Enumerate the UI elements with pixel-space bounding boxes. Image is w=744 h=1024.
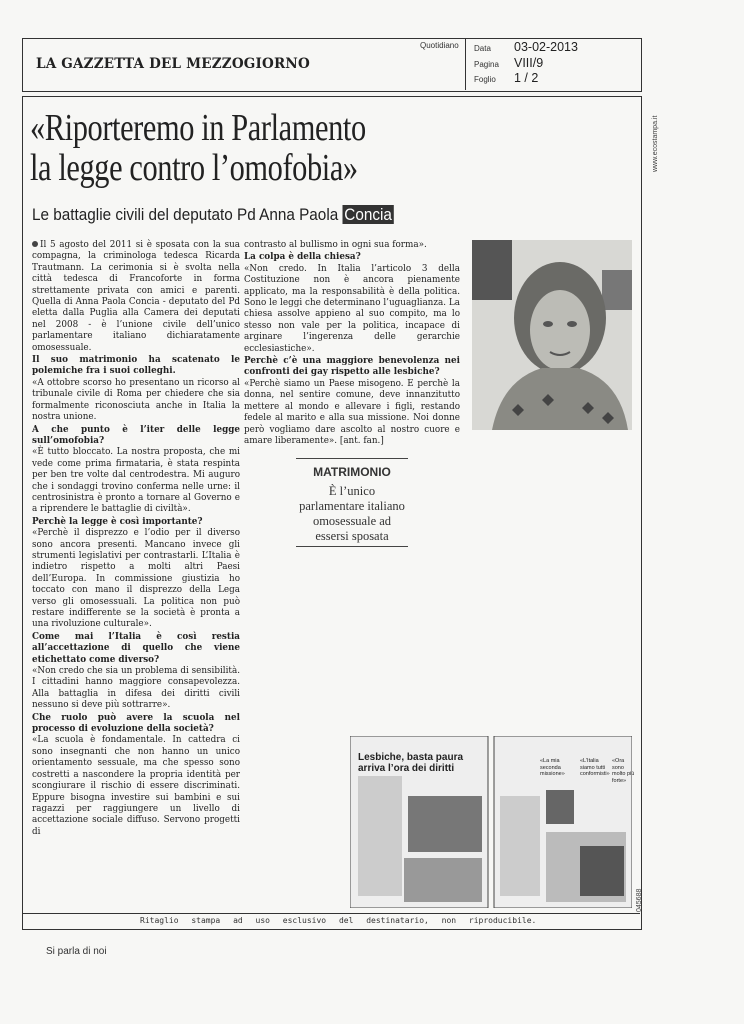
interview-question: A che punto è l’iter delle legge sull’omofobia? [32, 424, 240, 446]
interview-question: La colpa è della chiesa? [244, 252, 361, 263]
headline-line-2: la legge contro l’omofobia» [30, 147, 358, 189]
article-headline [30, 108, 510, 188]
interview-question: Che ruolo può avere la scuola nel processo di evoluzione della società? [32, 712, 240, 735]
article-paragraph: «È tutto bloccato. La nostra proposta, che mi vede come prima firmataria, è stata respinta per ben tre volte dal centrodestra. Mi auguro che i sondaggi trovino conferma nelle urne: il centrosinistra è pronto a tornare al Governo e a riprendere le battaglie di civiltà». [32, 447, 240, 515]
box-heading: MATRIMONIO [313, 465, 391, 479]
article-paragraph: «Perchè siamo un Paese misogeno. E perchè la donna, nel sentire comune, deve innanzitutto mettere al mondo e allevare i figli, restando fedele al marito e alla sua missione. Noi donne però vogliamo dare ascolto al nostro cuore e amare liberamente». [ant. fan.] [244, 378, 460, 446]
article-subtitle [32, 205, 394, 225]
header-divider [465, 38, 466, 90]
interview-question: Perchè la legge è così importante? [32, 516, 203, 527]
thumbnail-quote-1: «La mia seconda missione» [540, 758, 565, 777]
thumbnail-quote-3: «Ora sono molto più forte» [612, 758, 635, 784]
portrait-photo [472, 240, 632, 430]
thumbnail-headline: Lesbiche, basta paura arriva l’ora dei diritti [358, 752, 464, 774]
article-paragraph: «Non credo. In Italia l’articolo 3 della Costituzione non è ancora pienamente applicato, ma la responsabilità è della politica. Sono le leggi che determinano l’uguaglianza. La chiesa assolve appieno al suo compito, ma lo stesso non vale per la politica, incapace di arginare l’ingerenza delle gerarchie ecclesiastiche». [244, 263, 460, 354]
bullet-icon [32, 241, 38, 247]
box-rule-top [296, 458, 408, 459]
meta-label-page: Pagina [474, 60, 499, 69]
box-text: È l’unico parlamentare italiano omosessuale ad essersi sposata [299, 484, 405, 543]
article-paragraph: «Non credo che sia un problema di sensibilità. I cittadini hanno maggiore consapevolezza. Alla battaglia in difesa dei diritti civili nessuno si deve più sottrarre». [32, 666, 240, 711]
article-frame-rule [22, 913, 640, 914]
article-paragraph: «A ottobre scorso ho presentano un ricorso al tribunale civile di Roma per chiedere che sia formalmente riconosciuta anche in Italia la nostra unione. [32, 377, 240, 423]
newspaper-title: LA GAZZETTA DEL MEZZOGIORNO [36, 56, 310, 72]
meta-label-sheet: Foglio [474, 75, 496, 84]
meta-label-date: Data [474, 44, 491, 53]
clipping-notice: Ritaglio stampa ad uso esclusivo del destinatario, non riproducibile. [140, 916, 537, 925]
side-code: 045688 [636, 888, 643, 912]
box-rule-bottom [296, 546, 408, 547]
interview-question: Perchè c’è una maggiore benevolenza nei confronti dei gay rispetto alle lesbiche? [244, 356, 460, 378]
side-source: www.ecostampa.it [652, 115, 659, 172]
article-column-2 [244, 240, 460, 447]
publication-type: Quotidiano [420, 41, 459, 50]
article-paragraph: contrasto al bullismo in ogni sua forma». [244, 240, 427, 250]
thumbnail-quote-2: «L’Italia siamo tutti conformisti» [580, 758, 610, 777]
subtitle-highlight: Concia [344, 205, 392, 224]
footer-label: Si parla di noi [46, 946, 107, 957]
headline-line-1: «Riporteremo in Parlamento [30, 107, 366, 149]
article-paragraph: Il 5 agosto del 2011 si è sposata con la sua compagna, la criminologa tedesca Ricarda Trautmann. La cerimonia si è svolta nella città tedesca di Francoforte in forma strettamente privata con amici e parenti. Quella di Anna Paola Concia - deputato del Pd eletta dalla Puglia alla Camera dei deputati nel 2008 - è l’unione civile dell’unico parlamentare italiano dichiaratamente omosessuale. [32, 240, 240, 353]
interview-question: Il suo matrimonio ha scatenato le polemiche fra i suoi colleghi. [32, 355, 240, 377]
meta-value-sheet: 1 / 2 [514, 71, 539, 85]
subtitle-text: Le battaglie civili del deputato Pd Anna Paola [32, 205, 343, 224]
interview-question: Come mai l’Italia è così restia all’accettazione di quello che viene etichettato come diverso? [32, 631, 240, 665]
meta-value-date: 03-02-2013 [514, 40, 578, 54]
article-paragraph: «La scuola è fondamentale. In cattedra ci sono insegnanti che non hanno un unico orientamento sessuale, ma che spesso sono costretti a nascondere la propria identità per scongiurare il rischio di essere discriminati. Eppure bisogna investire sui bambini e sui ragazzi per raggiungere un livello di accettazione sociale diffuso. Servono progetti di [32, 735, 240, 837]
meta-value-page: VIII/9 [514, 56, 544, 70]
article-paragraph: «Perchè il disprezzo e l’odio per il diverso sono ancora presenti. Mancano invece gli strumenti legislativi per contrastarli. L’Italia è indietro rispetto a molti altri Paesi dell’Europa. In commissione giustizia ho toccato con mano il disprezzo della Lega verso gli omosessuali. La politica non può restare indifferente se la società è pronta a una rivoluzione culturale». [32, 528, 240, 630]
article-column-1 [32, 240, 240, 838]
